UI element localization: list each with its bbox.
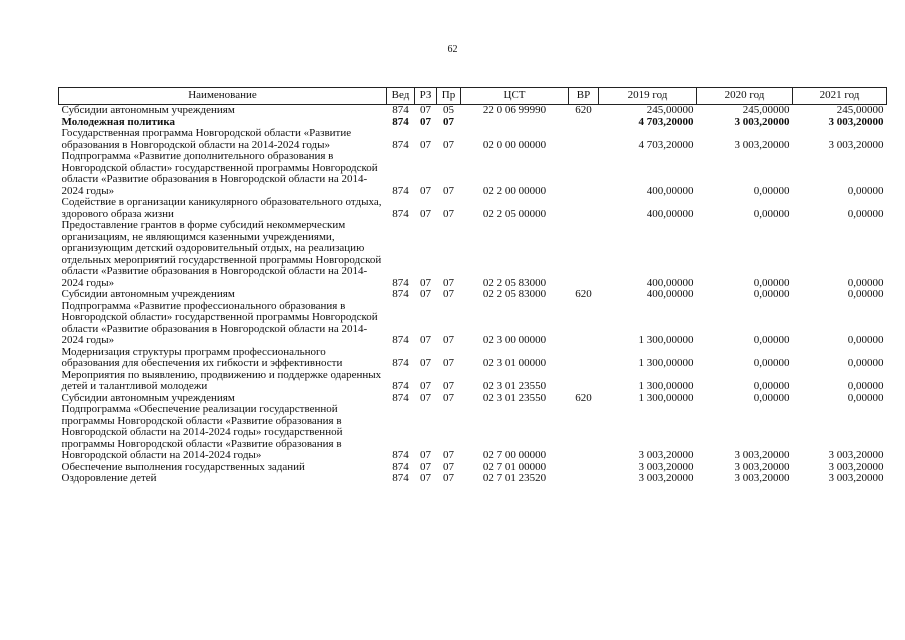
cell-2020: 3 003,20000 <box>734 115 790 128</box>
cell-2019: 1 300,00000 <box>638 334 694 346</box>
cell-2019: 3 003,20000 <box>638 449 694 461</box>
cell-pr: 07 <box>443 357 454 369</box>
cell-ved: 874 <box>392 334 409 346</box>
cell-pr: 07 <box>443 115 454 128</box>
cell-2021: 3 003,20000 <box>828 138 884 151</box>
cell-rz: 07 <box>420 184 431 197</box>
cell-pr: 07 <box>443 391 454 404</box>
cell-ved: 874 <box>392 357 409 369</box>
cell-2021: 0,00000 <box>847 334 884 346</box>
cell-2021: 0,00000 <box>847 357 884 369</box>
cell-ved: 874 <box>392 460 409 473</box>
table-row <box>59 404 887 462</box>
cell-ved: 874 <box>392 472 409 484</box>
cell-name: Государственная программа Новгородской области «Развитие образования в Новгородской области на 2014-2024 годы» <box>61 127 352 151</box>
cell-ved: 874 <box>392 115 409 128</box>
header-row <box>59 88 887 105</box>
cell-2019: 4 703,20000 <box>638 115 694 128</box>
cell-cst: 22 0 06 99990 <box>482 104 547 116</box>
cell-vr: 620 <box>575 288 592 300</box>
cell-vr <box>569 347 599 370</box>
budget-table <box>58 87 887 485</box>
cell-name: Подпрограмма «Обеспечение реализации государственной программы Новгородской области «Развитие образования в Новгородской области на 2014-2024 годы» государственной программы Новгородской области «Развитие образования в Новгородской области на 2014-2024 годы» <box>61 403 343 461</box>
cell-pr: 07 <box>443 334 454 346</box>
cell-2021: 0,00000 <box>847 276 884 289</box>
header-pr: Пр <box>437 88 461 105</box>
table-row <box>59 370 887 393</box>
header-2020: 2020 год <box>697 88 793 105</box>
cell-rz: 07 <box>420 357 431 369</box>
header-2021: 2021 год <box>793 88 887 105</box>
cell-rz: 07 <box>420 460 431 473</box>
cell-2020: 3 003,20000 <box>734 449 790 461</box>
cell-name: Субсидии автономным учреждениям <box>61 391 235 404</box>
cell-2019: 400,00000 <box>646 184 694 197</box>
cell-rz: 07 <box>420 288 431 300</box>
cell-2021: 3 003,20000 <box>828 115 884 128</box>
cell-name: Подпрограмма «Развитие профессионального образования в Новгородской области» государственной программы Новгородской области «Развитие образования в Новгородской области на 2014-2024 годы» <box>61 299 378 346</box>
cell-2020: 3 003,20000 <box>734 472 790 484</box>
cell-name: Оздоровление детей <box>61 472 157 484</box>
cell-pr: 07 <box>443 449 454 461</box>
header-rz: РЗ <box>415 88 437 105</box>
cell-name: Мероприятия по выявлению, продвижению и поддержке одаренных детей и талантливой молодежи <box>61 368 382 392</box>
cell-ved: 874 <box>392 380 409 392</box>
cell-2020: 0,00000 <box>753 357 790 369</box>
cell-rz: 07 <box>420 472 431 484</box>
cell-rz: 07 <box>420 334 431 346</box>
table-row <box>59 128 887 151</box>
cell-2021: 3 003,20000 <box>828 472 884 484</box>
cell-pr: 07 <box>443 472 454 484</box>
cell-cst: 02 2 00 00000 <box>482 184 547 197</box>
table-row <box>59 151 887 197</box>
cell-rz: 07 <box>420 449 431 461</box>
cell-2021: 245,00000 <box>836 104 884 116</box>
page-number: 62 <box>447 44 458 55</box>
cell-rz: 07 <box>420 380 431 392</box>
cell-2021: 0,00000 <box>847 184 884 197</box>
cell-rz: 07 <box>420 391 431 404</box>
cell-2020: 0,00000 <box>753 288 790 300</box>
cell-name: Подпрограмма «Развитие дополнительного образования в Новгородской области» государственной программы Новгородской области «Развитие образования в Новгородской области на 2014-2024 годы» <box>61 150 378 197</box>
cell-pr: 07 <box>443 288 454 300</box>
cell-vr <box>569 197 599 220</box>
cell-vr <box>569 404 599 462</box>
cell-vr <box>569 117 599 129</box>
cell-cst: 02 3 01 23550 <box>482 380 547 392</box>
cell-name: Модернизация структуры программ профессионального образования для обеспечения их гибкости и эффективности <box>61 345 343 369</box>
cell-2021: 0,00000 <box>847 207 884 220</box>
cell-cst: 02 7 00 00000 <box>482 449 547 461</box>
table-row <box>59 105 887 117</box>
table-row <box>59 301 887 347</box>
table-row <box>59 473 887 485</box>
cell-rz: 07 <box>420 104 431 116</box>
cell-ved: 874 <box>392 207 409 220</box>
cell-2019: 1 300,00000 <box>638 391 694 404</box>
cell-pr: 07 <box>443 380 454 392</box>
table-row <box>59 347 887 370</box>
header-vr: ВР <box>569 88 599 105</box>
cell-rz: 07 <box>420 276 431 289</box>
cell-cst: 02 3 00 00000 <box>482 334 547 346</box>
cell-vr: 620 <box>575 104 592 116</box>
cell-2020: 0,00000 <box>753 391 790 404</box>
cell-2019: 400,00000 <box>646 276 694 289</box>
cell-cst: 02 3 01 00000 <box>482 357 547 369</box>
cell-name: Субсидии автономным учреждениям <box>61 288 235 300</box>
cell-vr <box>569 462 599 474</box>
cell-2021: 0,00000 <box>847 391 884 404</box>
cell-pr: 07 <box>443 138 454 151</box>
cell-2019: 4 703,20000 <box>638 138 694 151</box>
header-cst: ЦСТ <box>461 88 569 105</box>
cell-2019: 400,00000 <box>646 207 694 220</box>
table-row <box>59 220 887 289</box>
cell-name: Содействие в организации каникулярного образовательного отдыха, здорового образа жизни <box>61 196 382 220</box>
cell-2021: 3 003,20000 <box>828 449 884 461</box>
cell-cst <box>461 117 569 129</box>
cell-pr: 05 <box>443 104 454 116</box>
cell-2020: 3 003,20000 <box>734 460 790 473</box>
cell-2019: 245,00000 <box>646 104 694 116</box>
cell-cst: 02 0 00 00000 <box>482 138 547 151</box>
header-name: Наименование <box>59 88 387 105</box>
cell-2020: 0,00000 <box>753 334 790 346</box>
cell-ved: 874 <box>392 184 409 197</box>
cell-cst: 02 2 05 83000 <box>482 276 547 289</box>
cell-2019: 400,00000 <box>646 288 694 300</box>
cell-2020: 245,00000 <box>742 104 790 116</box>
cell-ved: 874 <box>392 104 409 116</box>
cell-pr: 07 <box>443 184 454 197</box>
cell-rz: 07 <box>420 207 431 220</box>
cell-rz: 07 <box>420 115 431 128</box>
cell-pr: 07 <box>443 207 454 220</box>
cell-rz: 07 <box>420 138 431 151</box>
cell-cst: 02 7 01 23520 <box>482 472 547 484</box>
cell-ved: 874 <box>392 138 409 151</box>
cell-2021: 0,00000 <box>847 380 884 392</box>
cell-name: Обеспечение выполнения государственных заданий <box>61 460 305 473</box>
cell-ved: 874 <box>392 449 409 461</box>
cell-2020: 3 003,20000 <box>734 138 790 151</box>
cell-ved: 874 <box>392 276 409 289</box>
cell-ved: 874 <box>392 391 409 404</box>
cell-2021: 0,00000 <box>847 288 884 300</box>
cell-2019: 1 300,00000 <box>638 380 694 392</box>
cell-2020: 0,00000 <box>753 380 790 392</box>
cell-vr <box>569 301 599 347</box>
cell-pr: 07 <box>443 460 454 473</box>
cell-ved: 874 <box>392 288 409 300</box>
cell-2019: 3 003,20000 <box>638 472 694 484</box>
cell-vr: 620 <box>575 391 592 404</box>
cell-cst: 02 2 05 83000 <box>482 288 547 300</box>
cell-2020: 0,00000 <box>753 207 790 220</box>
cell-cst: 02 2 05 00000 <box>482 207 547 220</box>
table-row <box>59 289 887 301</box>
cell-2020: 0,00000 <box>753 276 790 289</box>
cell-2019: 3 003,20000 <box>638 460 694 473</box>
cell-name: Молодежная политика <box>61 115 176 128</box>
header-2019: 2019 год <box>599 88 697 105</box>
cell-2021: 3 003,20000 <box>828 460 884 473</box>
cell-name: Предоставление грантов в форме субсидий некоммерческим организациям, не являющимся казенными учреждениями, организующим детский оздоровительный отдых, на реализацию отдельных мероприятий государственной программы Новгородской области «Развитие образования в Новгородской области на 2014-2024 годы» <box>61 219 382 289</box>
cell-vr <box>569 128 599 151</box>
cell-vr <box>569 473 599 485</box>
cell-vr <box>569 220 599 289</box>
cell-2020: 0,00000 <box>753 184 790 197</box>
cell-name: Субсидии автономным учреждениям <box>61 104 235 116</box>
cell-2019: 1 300,00000 <box>638 357 694 369</box>
cell-vr <box>569 370 599 393</box>
header-ved: Вед <box>387 88 415 105</box>
cell-cst: 02 7 01 00000 <box>482 460 547 473</box>
cell-cst: 02 3 01 23550 <box>482 391 547 404</box>
table-row <box>59 197 887 220</box>
cell-pr: 07 <box>443 276 454 289</box>
cell-vr <box>569 151 599 197</box>
